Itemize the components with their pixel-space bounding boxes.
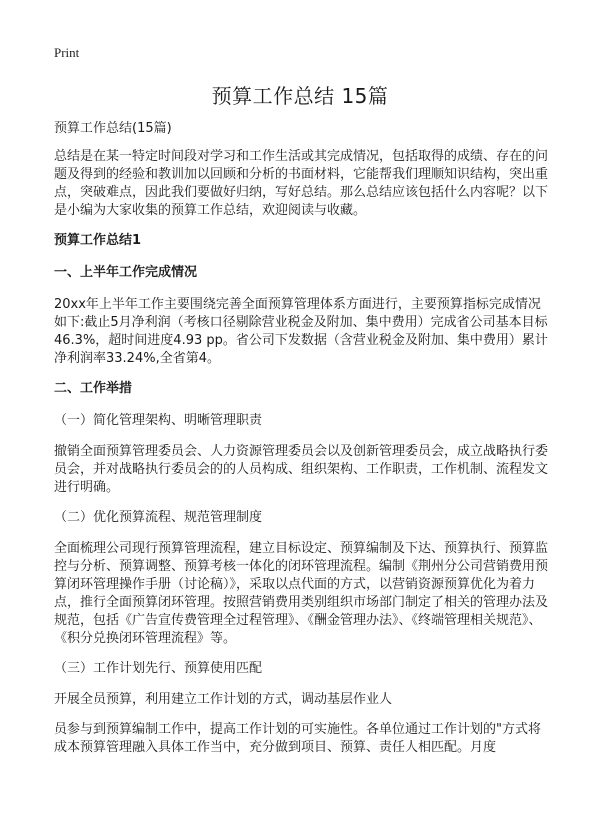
- intro-paragraph: 总结是在某一特定时间段对学习和工作生活或其完成情况，包括取得的成绩、存在的问题及得到的经验和教训加以回顾和分析的书面材料，它能帮我们理顺知识结构，突出重点，突破难点，因此我们要做好归纳，写好总结。那么总结应该包括什么内容呢？以下是小编为大家收集的预算工作总结，欢迎阅读与收藏。: [54, 149, 549, 218]
- document-body: [54, 120, 550, 769]
- paragraph-optimize-process: 全面梳理公司现行预算管理流程，建立目标设定、预算编制及下达、预算执行、预算监控与分析、预算调整、预算考核一体化的闭环管理流程。编制《荆州分公司营销费用预算闭环管理操作手册（讨论稿）》，采取以点代面的方式，以营销资源预算优化为着力点，推行全面预算闭环管理。按照营销费用类别组织市场部门制定了相关的管理办法及规范，包括《广告宣传费管理全过程管理》、《酬金管理办法》、《终端管理相关规范》、《积分兑换闭环管理流程》等。: [54, 541, 549, 646]
- heading-first-half-results: 一、上半年工作完成情况: [54, 265, 198, 280]
- subheading-work-plan: （三）工作计划先行、预算使用匹配: [54, 661, 263, 676]
- paragraph-simplify-structure: 撤销全面预算管理委员会、人力资源管理委员会以及创新管理委员会，成立战略执行委员会，并对战略执行委员会的的人员构成、组织架构、工作职责，工作机制、流程发文进行明确。: [54, 444, 549, 495]
- document-subtitle: 预算工作总结(15篇): [54, 121, 172, 136]
- paragraph-work-plan-b: 员参与到预算编制工作中，提高工作计划的可实施性。各单位通过工作计划的"方式将成本预算管理融入具体工作当中，充分做到项目、预算、责任人相匹配。月度: [54, 722, 541, 755]
- subheading-optimize-process: （二）优化预算流程、规范管理制度: [54, 510, 263, 525]
- paragraph-results: 20xx年上半年工作主要围绕完善全面预算管理体系方面进行，主要预算指标完成情况如下:截止5月净利润（考核口径剔除营业税金及附加、集中费用）完成省公司基本目标46.3%，超时间进度4.93 pp。省公司下发数据（含营业税金及附加、集中费用）累计净利润率33.24%,全省第4。: [54, 297, 548, 366]
- heading-measures: 二、工作举措: [54, 381, 133, 396]
- print-label: Print: [54, 45, 80, 60]
- document-title: 预算工作总结 15篇: [211, 84, 389, 108]
- subheading-simplify-structure: （一）简化管理架构、明晰管理职责: [54, 413, 263, 428]
- paragraph-work-plan-a: 开展全员预算，利用建立工作计划的方式，调动基层作业人: [54, 692, 393, 707]
- section-title: 预算工作总结1: [54, 233, 142, 248]
